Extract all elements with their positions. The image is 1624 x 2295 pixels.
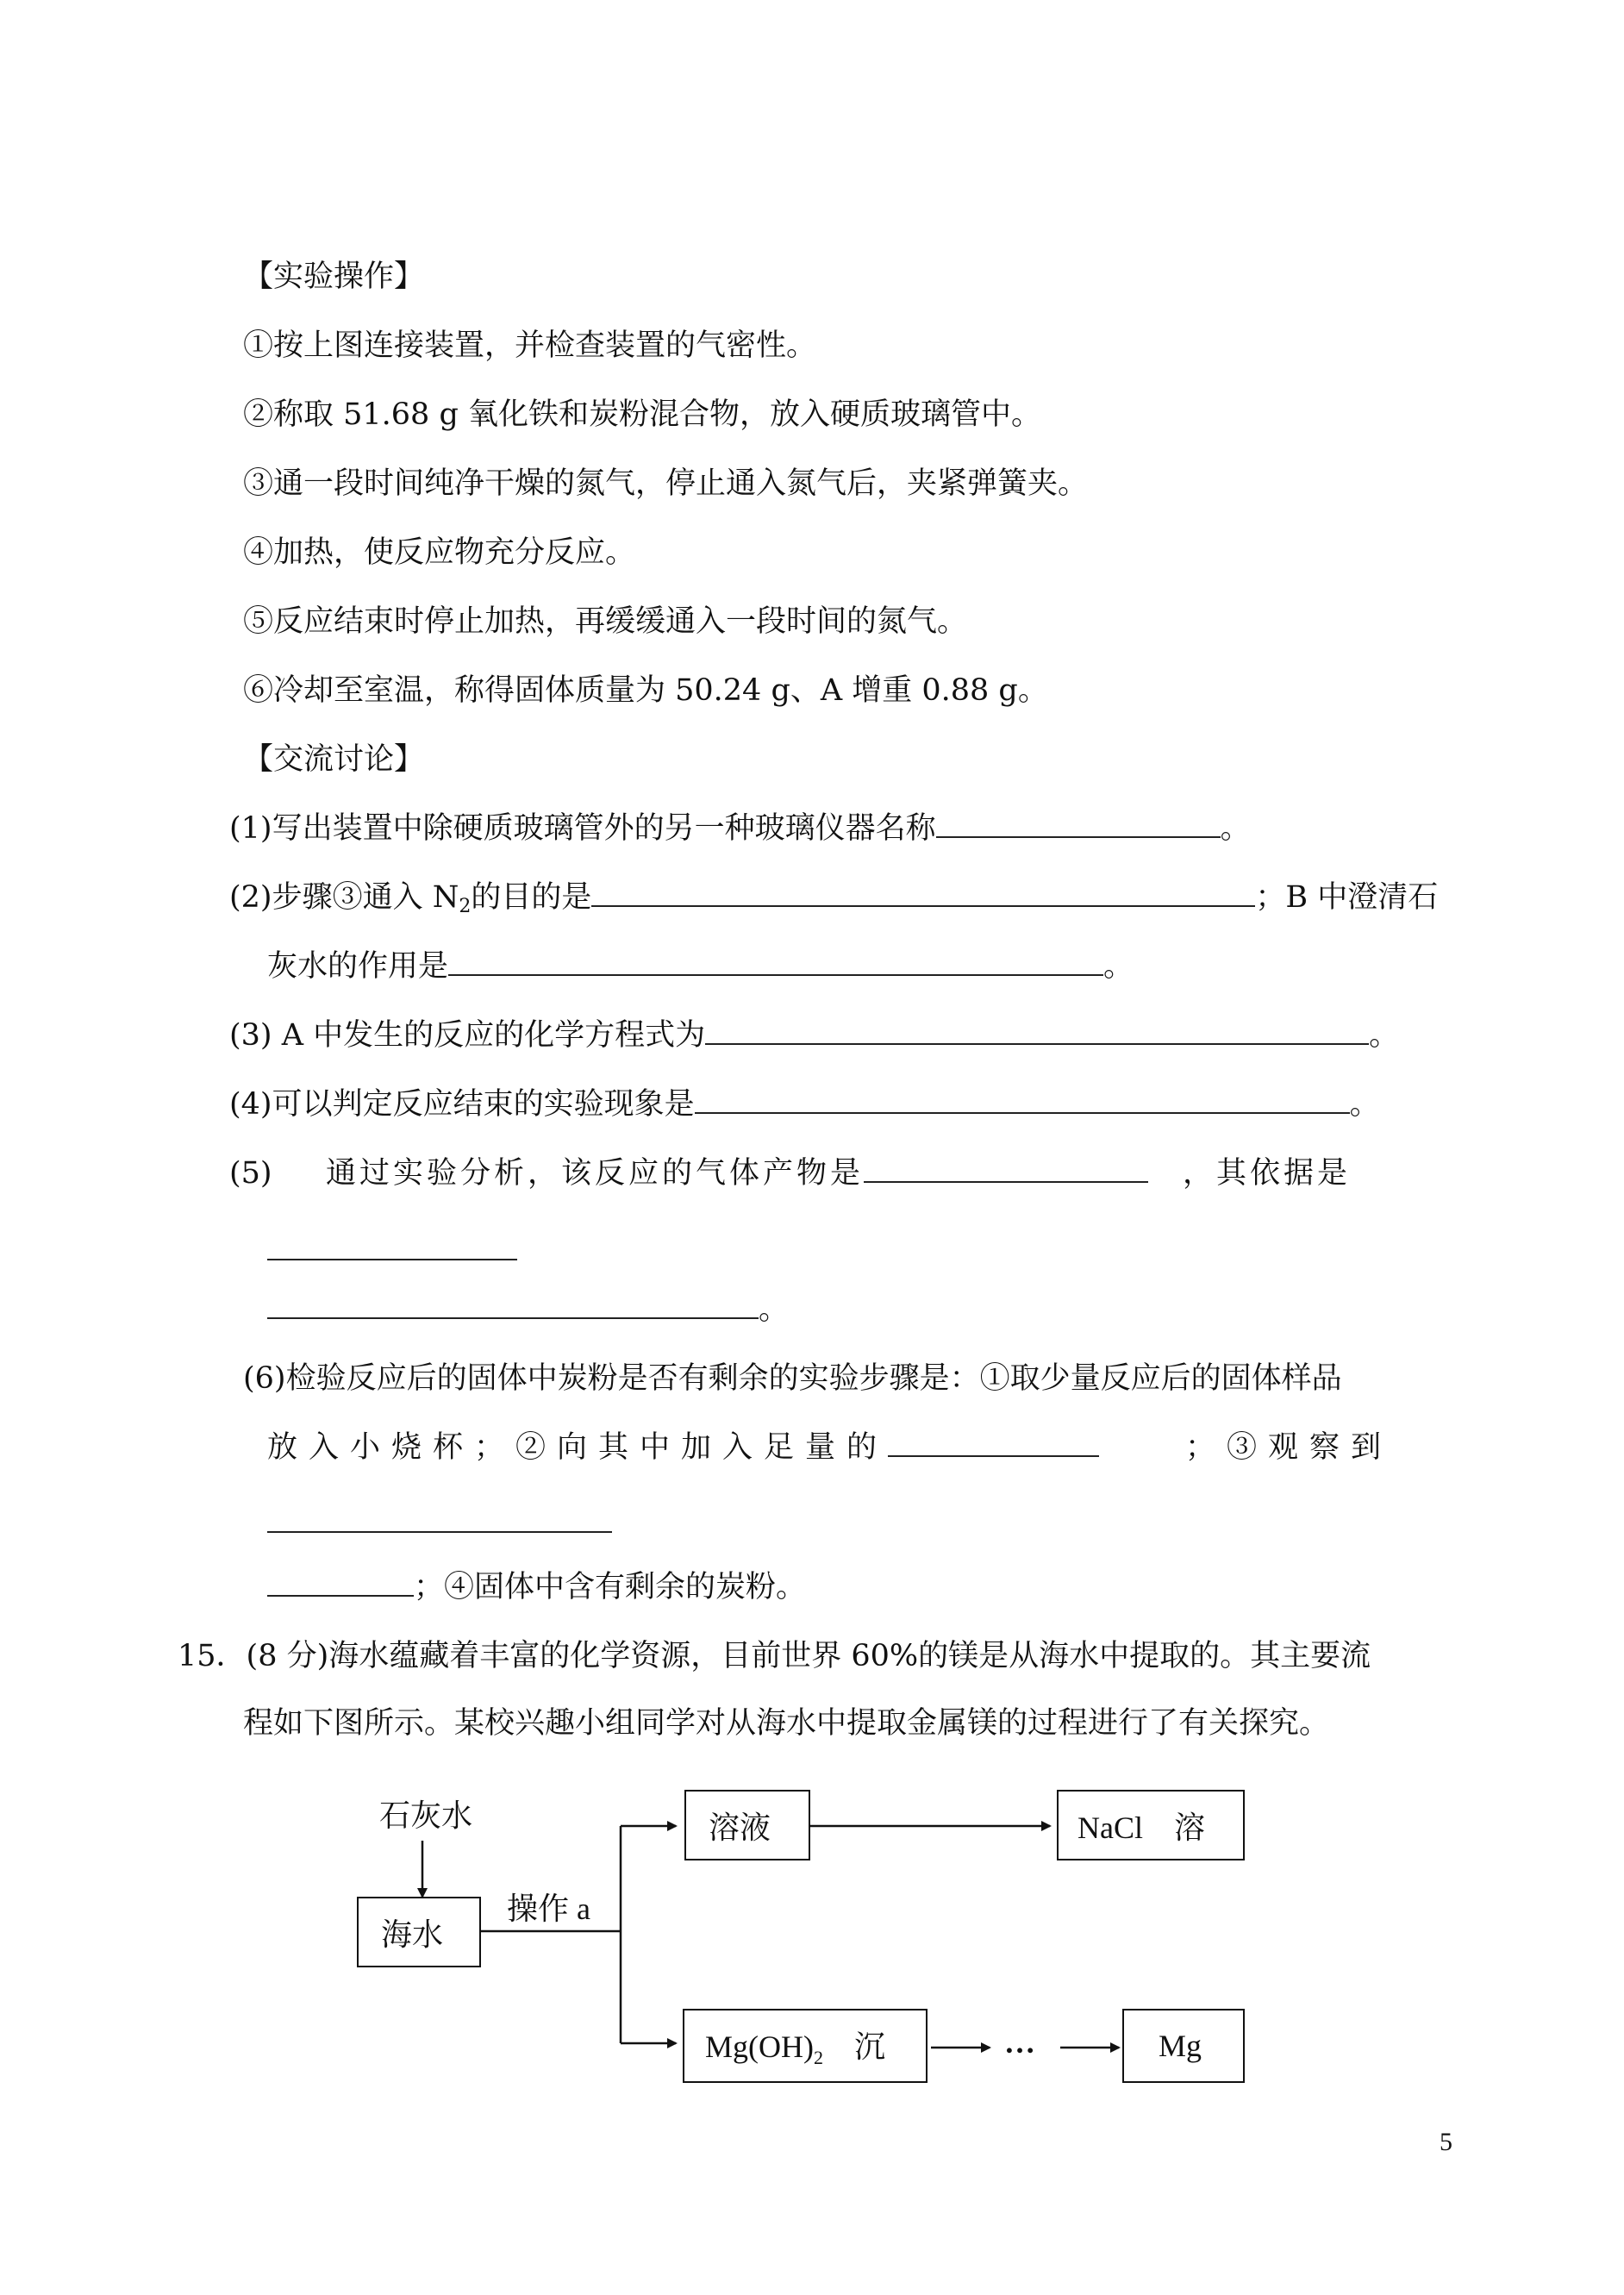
operation-heading: 【实验操作】: [243, 260, 425, 294]
ellipsis-label: …: [1004, 2025, 1035, 2060]
mg-box: [1122, 2009, 1245, 2083]
question-1-text: (1)写出装置中除硬质玻璃管外的另一种玻璃仪器名称: [229, 811, 936, 846]
solution-box: [684, 1790, 810, 1860]
nacl-box: [1057, 1790, 1245, 1860]
question-4-end: 。: [1349, 1087, 1380, 1122]
question-15-line2: 程如下图所示。某校兴趣小组同学对从海水中提取金属镁的过程进行了有关探究。: [243, 1706, 1330, 1741]
question-2-prefix: (2)步骤③通入 N: [229, 880, 459, 915]
question-2-b-label: ；B 中澄清石: [1255, 880, 1439, 915]
operation-step-5: ⑤反应结束时停止加热，再缓缓通入一段时间的氮气。: [243, 604, 968, 639]
mg-label: Mg: [1159, 2029, 1202, 2063]
operation-step-4: ④加热，使反应物充分反应。: [243, 535, 636, 570]
operation-step-1: ①按上图连接装置，并检查装置的气密性。: [243, 328, 817, 363]
question-2-limewater-label: 灰水的作用是: [267, 949, 449, 984]
seawater-label: 海水: [381, 1917, 444, 1952]
discussion-heading: 【交流讨论】: [243, 742, 425, 777]
question-6-conclusion: ；④固体中含有剩余的炭粉。: [414, 1570, 807, 1604]
question-6-line1: (6)检验反应后的固体中炭粉是否有剩余的实验步骤是：①取少量反应后的固体样品: [243, 1361, 1342, 1396]
solution-label: 溶液: [709, 1810, 771, 1845]
operation-a-label: 操作 a: [507, 1892, 590, 1926]
question-5-end: 。: [759, 1292, 790, 1327]
question-1-end: 。: [1220, 811, 1251, 846]
limewater-label: 石灰水: [379, 1798, 473, 1833]
question-6-observe-label: ；③观察到: [1185, 1430, 1393, 1465]
n2-subscript: 2: [459, 896, 472, 917]
operation-step-2: ②称取 51.68 g 氧化铁和炭粉混合物，放入硬质玻璃管中。: [243, 397, 1041, 432]
question-6-reagent-label: 放入小烧杯；②向其中加入足量的: [267, 1430, 889, 1465]
operation-step-6: ⑥冷却至室温，称得固体质量为 50.24 g、A 增重 0.88 g。: [243, 673, 1048, 708]
page-number: 5: [1440, 2128, 1452, 2156]
mgoh2-box: [683, 2009, 928, 2083]
question-5-text: 通过实验分析，该反应的气体产物是: [326, 1156, 865, 1191]
mgoh2-label: $Mg(OH)_2$ 沉: [705, 2029, 885, 2068]
question-5-num: (5): [229, 1156, 272, 1191]
question-5-basis-label: ，其依据是: [1183, 1156, 1352, 1191]
question-15-line1: 15．(8 分)海水蕴藏着丰富的化学资源，目前世界 60%的镁是从海水中提取的。其主要流: [178, 1639, 1371, 1673]
question-3-end: 。: [1369, 1018, 1400, 1053]
operation-step-3: ③通一段时间纯净干燥的氮气，停止通入氮气后，夹紧弹簧夹。: [243, 466, 1089, 501]
question-2-purpose-label: 的目的是: [471, 880, 592, 915]
question-4-text: (4)可以判定反应结束的实验现象是: [229, 1087, 695, 1122]
question-2-end: 。: [1103, 949, 1134, 984]
question-3-text: (3) A 中发生的反应的化学方程式为: [229, 1018, 706, 1053]
seawater-box: [357, 1897, 481, 1967]
nacl-label: NaCl 溶: [1077, 1810, 1205, 1845]
